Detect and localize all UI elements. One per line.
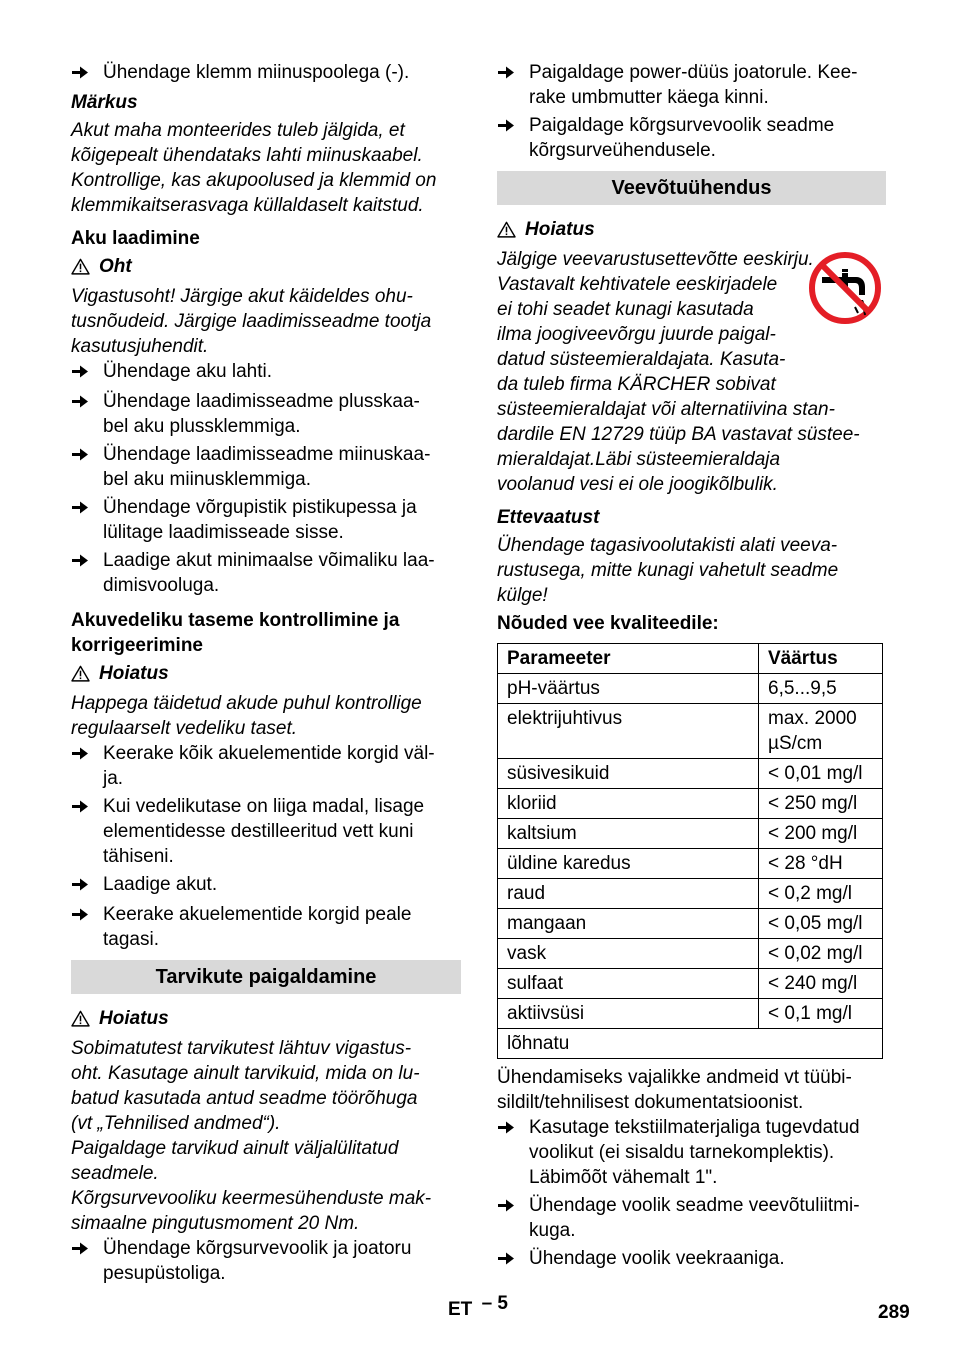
arrow-right-icon: [71, 359, 103, 386]
table-row: [498, 939, 883, 969]
list-item: [497, 1115, 886, 1190]
table-row: [498, 759, 883, 789]
warning-triangle-icon: [71, 258, 90, 275]
arrow-right-icon: [71, 442, 103, 492]
text-line: tagasi.: [103, 929, 159, 950]
list-item-text: [103, 359, 272, 386]
text-line: ilma joogiveevõrgu juurde paigal-: [497, 324, 776, 345]
table-cell-parameter: kloriid: [498, 789, 759, 819]
text-line: datud süsteemieraldajata. Kasuta-: [497, 349, 786, 370]
table-cell-value: < 0,2 mg/l: [759, 879, 883, 909]
text-line: Ühendage laadimisseadme plusskaa-: [103, 391, 420, 412]
text-line: Ühendage voolik veekraaniga.: [529, 1248, 785, 1269]
water-connection-banner: Veevõtuühendus: [497, 171, 886, 205]
table-cell-parameter: pH-väärtus: [498, 674, 759, 704]
warning-triangle-icon: [497, 221, 516, 238]
warning-label-3: Hoiatus: [525, 219, 595, 240]
list-item: [71, 359, 461, 386]
table-row: [498, 969, 883, 999]
text-line: süsteemieraldajat või alternatiivina stan-: [497, 399, 835, 420]
text-line: rake umbmutter käega kinni.: [529, 87, 769, 108]
list-item: [497, 60, 886, 110]
text-line: oht. Kasutage ainult tarvikuid, mida on lu-: [71, 1063, 420, 1084]
text-line: simaalne pingutusmoment 20 Nm.: [71, 1213, 360, 1234]
footer-lang-code: ET: [448, 1299, 473, 1320]
table-cell-parameter: üldine karedus: [498, 849, 759, 879]
table-cell-value: < 0,02 mg/l: [759, 939, 883, 969]
text-line: batud kasutada antud seadme töörõhuga: [71, 1088, 418, 1109]
top-steps: [497, 60, 886, 163]
list-item-text: [529, 113, 834, 163]
table-row: [498, 879, 883, 909]
water-quality-table: [497, 643, 883, 1059]
list-item-text: [103, 1236, 411, 1286]
warning-label-1: Hoiatus: [99, 663, 169, 684]
text-line: Kui vedelikutase on liiga madal, lisage: [103, 796, 425, 817]
arrow-right-icon: [71, 389, 103, 439]
warning-heading-3: [497, 217, 886, 242]
caution-text: [497, 533, 886, 608]
end-steps: [497, 1115, 886, 1273]
table-header-row: [498, 644, 883, 674]
text-line: mieraldajat.Läbi süsteemieraldaja: [497, 449, 781, 470]
table-header-value: Väärtus: [759, 644, 883, 674]
danger-heading: [71, 254, 461, 279]
list-item-text: [103, 741, 435, 791]
footer-language: [448, 1293, 508, 1322]
charge-steps: [71, 359, 461, 598]
list-item: [71, 548, 461, 598]
table-row: [498, 1029, 883, 1059]
table-cell-value: max. 2000 µS/cm: [759, 704, 883, 759]
arrow-right-icon: [497, 1193, 529, 1243]
table-row: [498, 674, 883, 704]
no-drinking-water-icon: [808, 251, 882, 325]
table-row: [498, 819, 883, 849]
list-item-text: [103, 389, 420, 439]
text-line: kõigepealt ühendataks lahti miinuskaabel.: [71, 145, 423, 166]
text-line: tusnõudeid. Järgige laadimisseadme tootja: [71, 311, 432, 332]
list-item: [71, 794, 461, 869]
text-line: Paigaldage kõrgsurvevoolik seadme: [529, 115, 835, 136]
table-cell-value: < 0,05 mg/l: [759, 909, 883, 939]
text-line: (vt „Tehnilised andmed“).: [71, 1113, 281, 1134]
text-line: ei tohi seadet kunagi kasutada: [497, 299, 754, 320]
list-item-text: [529, 1246, 785, 1273]
table-cell-parameter: elektrijuhtivus: [498, 704, 759, 759]
table-cell-value: < 200 mg/l: [759, 819, 883, 849]
text-line: külge!: [497, 585, 548, 606]
text-line: regulaarselt vedeliku taset.: [71, 718, 298, 739]
list-item: [71, 389, 461, 439]
list-item: [71, 442, 461, 492]
table-row: [498, 909, 883, 939]
text-line: bel aku miinusklemmiga.: [103, 469, 312, 490]
text-line: Kõrgsurvevooliku keermesühenduste mak-: [71, 1188, 432, 1209]
warning-text-1: [71, 691, 461, 741]
warning-heading-2: [71, 1006, 461, 1031]
table-cell-parameter: süsivesikuid: [498, 759, 759, 789]
text-line: Jälgige veevarustusettevõtte eeskirju.: [497, 249, 814, 270]
text-line: elementidesse destilleeritud vett kuni: [103, 821, 414, 842]
text-line: pesupüstoliga.: [103, 1263, 226, 1284]
arrow-right-icon: [71, 548, 103, 598]
list-item: [497, 1246, 886, 1273]
text-line: dimisvooluga.: [103, 575, 220, 596]
text-line: Sobimatutest tarvikutest lähtuv vigastus-: [71, 1038, 412, 1059]
text-line: Ühendage kõrgsurvevoolik ja joatoru: [103, 1238, 412, 1259]
charge-title: Aku laadimine: [71, 228, 200, 249]
text-line: Keerake kõik akuelementide korgid väl-: [103, 743, 435, 764]
table-cell-parameter: kaltsium: [498, 819, 759, 849]
list-item: [71, 60, 461, 87]
list-item: [71, 902, 461, 952]
level-steps: [71, 741, 461, 952]
left-column: [71, 60, 461, 1286]
warning-triangle-icon: [71, 665, 90, 682]
water-quality-title: Nõuded vee kvaliteedile:: [497, 613, 719, 634]
table-cell-parameter: raud: [498, 879, 759, 909]
arrow-right-icon: [497, 60, 529, 110]
text-line: kuga.: [529, 1220, 576, 1241]
page-number: 289: [878, 1302, 910, 1323]
arrow-right-icon: [71, 60, 103, 87]
list-item: [71, 741, 461, 791]
text-line: Vigastusoht! Järgige akut käideldes ohu-: [71, 286, 413, 307]
table-row: [498, 704, 883, 759]
list-item: [71, 872, 461, 899]
text-line: dardile EN 12729 tüüp BA vastavat süstee-: [497, 424, 860, 445]
list-item: [71, 1236, 461, 1286]
list-item-text: [103, 902, 411, 952]
text-line: Keerake akuelementide korgid peale: [103, 904, 412, 925]
text-line: Laadige akut.: [103, 874, 218, 895]
list-item: [497, 1193, 886, 1243]
list-item-text: Ühendage klemm miinuspoolega (-).: [103, 62, 410, 83]
table-cell-value: < 0,1 mg/l: [759, 999, 883, 1029]
text-line: korrigeerimine: [71, 635, 203, 656]
text-line: Laadige akut minimaalse võimaliku laa-: [103, 550, 435, 571]
text-line: Ühendage võrgupistik pistikupessa ja: [103, 497, 417, 518]
text-line: voolanud vesi ei ole joogikõlbulik.: [497, 474, 778, 495]
text-line: Ühendamiseks vajalikke andmeid vt tüübi-: [497, 1067, 852, 1088]
arrow-right-icon: [497, 113, 529, 163]
right-column: [497, 60, 886, 1273]
text-line: Läbimõõt vähemalt 1".: [529, 1167, 718, 1188]
table-cell-parameter: lõhnatu: [498, 1029, 883, 1059]
table-cell-parameter: mangaan: [498, 909, 759, 939]
table-cell-value: < 0,01 mg/l: [759, 759, 883, 789]
table-header-parameter: Parameeter: [498, 644, 759, 674]
text-line: rustusega, mitte kunagi vahetult seadme: [497, 560, 839, 581]
text-line: voolikut (ei sisaldu tarnekomplektis).: [529, 1142, 835, 1163]
table-cell-value: 6,5...9,5: [759, 674, 883, 704]
list-item-text: [529, 1115, 860, 1190]
table-row: [498, 999, 883, 1029]
connection-data-text: [497, 1065, 886, 1115]
list-item: [71, 495, 461, 545]
caution-title: Ettevaatust: [497, 507, 600, 528]
arrow-right-icon: [71, 1236, 103, 1286]
text-line: Ühendage aku lahti.: [103, 361, 273, 382]
list-item-text: [103, 442, 430, 492]
text-line: Ühendage voolik seadme veevõtuliitmi-: [529, 1195, 860, 1216]
table-cell-value: < 240 mg/l: [759, 969, 883, 999]
table-cell-parameter: vask: [498, 939, 759, 969]
text-line: Kontrollige, kas akupoolused ja klemmid on: [71, 170, 437, 191]
warning-heading-1: [71, 661, 461, 686]
text-line: Akuvedeliku taseme kontrollimine ja: [71, 610, 400, 631]
table-cell-parameter: sulfaat: [498, 969, 759, 999]
arrow-right-icon: [71, 495, 103, 545]
list-item-text: [529, 1193, 860, 1243]
arrow-right-icon: [71, 741, 103, 791]
text-line: lülitage laadimisseade sisse.: [103, 522, 344, 543]
note-text: [71, 118, 461, 218]
arrow-right-icon: [497, 1115, 529, 1190]
arrow-right-icon: [71, 872, 103, 899]
table-row: [498, 849, 883, 879]
table-cell-value: < 28 °dH: [759, 849, 883, 879]
text-line: seadmele.: [71, 1163, 159, 1184]
accessories-banner: Tarvikute paigaldamine: [71, 960, 461, 994]
text-line: Ühendage tagasivoolutakisti alati veeva-: [497, 535, 838, 556]
note-title: Märkus: [71, 92, 138, 113]
arrow-right-icon: [71, 794, 103, 869]
accessory-steps: [71, 1236, 461, 1286]
text-line: Paigaldage tarvikud ainult väljalülitatud: [71, 1138, 399, 1159]
arrow-right-icon: [71, 902, 103, 952]
text-line: Vastavalt kehtivatele eeskirjadele: [497, 274, 778, 295]
list-item-text: [103, 794, 424, 869]
level-title: [71, 608, 461, 658]
text-line: ja.: [103, 768, 124, 789]
list-item: [497, 113, 886, 163]
danger-label: Oht: [99, 256, 132, 277]
warning-block-3: [497, 247, 886, 497]
text-line: Kasutage tekstiilmaterjaliga tugevdatud: [529, 1117, 860, 1138]
warning-text-2: [71, 1036, 461, 1236]
footer-sub-page: – 5: [481, 1293, 508, 1314]
text-line: kasutusjuhendit.: [71, 336, 209, 357]
list-item-text: [103, 548, 435, 598]
list-item-text: [529, 60, 858, 110]
text-line: kõrgsurveühendusele.: [529, 140, 716, 161]
table-row: [498, 789, 883, 819]
warning-triangle-icon: [71, 1010, 90, 1027]
danger-text: [71, 284, 461, 359]
text-line: Akut maha monteerides tuleb jälgida, et: [71, 120, 405, 141]
text-line: Paigaldage power-düüs joatorule. Kee-: [529, 62, 858, 83]
text-line: Ühendage laadimisseadme miinuskaa-: [103, 444, 431, 465]
text-line: klemmikaitserasvaga küllaldaselt kaitstud.: [71, 195, 424, 216]
text-line: sildilt/tehnilisest dokumentatsioonist.: [497, 1092, 804, 1113]
arrow-right-icon: [497, 1246, 529, 1273]
table-cell-value: < 250 mg/l: [759, 789, 883, 819]
text-line: bel aku plussklemmiga.: [103, 416, 301, 437]
text-line: Happega täidetud akude puhul kontrollige: [71, 693, 422, 714]
text-line: tähiseni.: [103, 846, 174, 867]
list-item-text: [103, 495, 417, 545]
text-line: da tuleb firma KÄRCHER sobivat: [497, 374, 776, 395]
table-cell-parameter: aktiivsüsi: [498, 999, 759, 1029]
warning-label-2: Hoiatus: [99, 1008, 169, 1029]
list-item-text: [103, 872, 217, 899]
